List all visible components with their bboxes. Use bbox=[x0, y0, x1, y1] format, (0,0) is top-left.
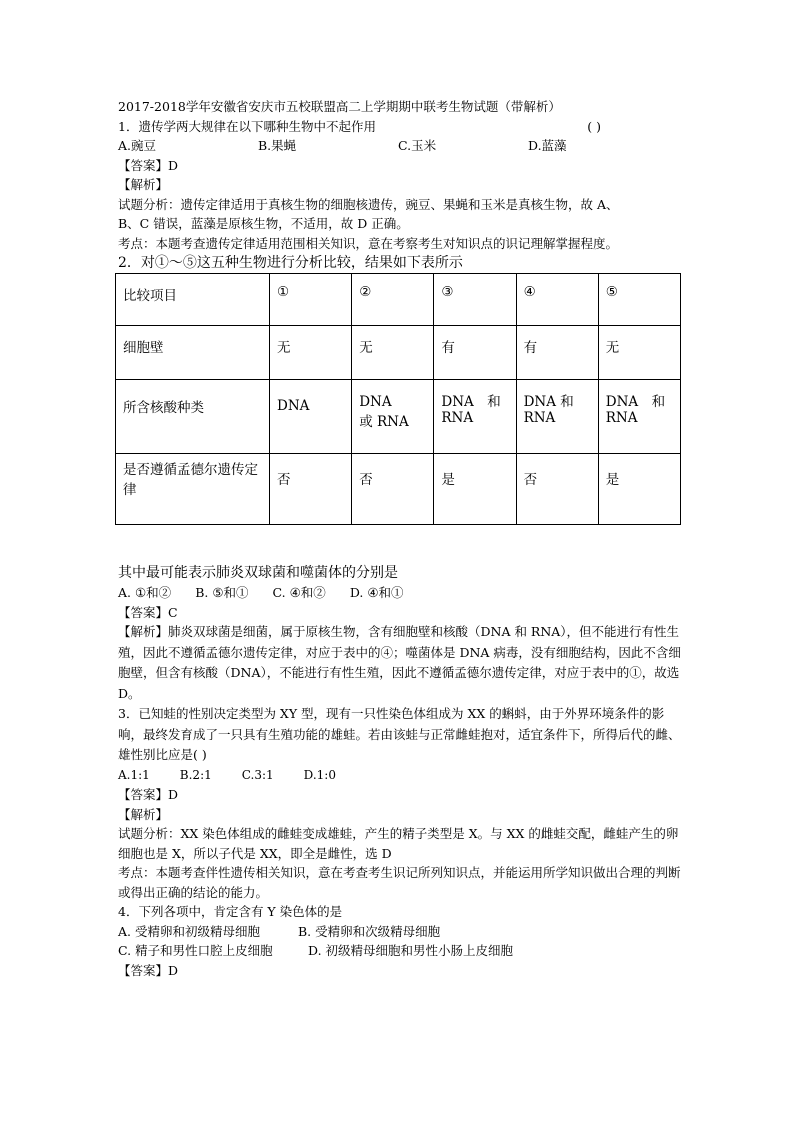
question-1-point: 考点：本题考查遗传定律适用范围相关知识，意在考察考生对知识点的识记理解掌握程度。 bbox=[118, 235, 619, 251]
option-a: A.1:1 bbox=[118, 767, 150, 782]
question-3-point: 考点：本题考查伴性遗传相关知识，意在考查考生识记所列知识点，并能运用所学知识做出合理的判断或得出正确的结论的能力。 bbox=[118, 865, 681, 900]
table-cell: 所含核酸种类 bbox=[116, 380, 270, 454]
table-row bbox=[116, 274, 681, 326]
option-a: A. 受精卵和初级精母细胞 bbox=[118, 923, 260, 939]
option-a: A.豌豆 bbox=[118, 138, 157, 153]
question-2-question: 其中最可能表示肺炎双球菌和噬菌体的分别是 bbox=[118, 565, 398, 581]
table-cell: DNA bbox=[270, 380, 352, 454]
question-1-analysis-head: 【解析】 bbox=[118, 177, 169, 192]
question-2-analysis: 【解析】肺炎双球菌是细菌，属于原核生物，含有细胞壁和核酸（DNA 和 RNA），但不能进行有性生殖，因此不遵循孟德尔遗传定律，对应于表中的④；噬菌体是 DNA 病毒，没有细胞结构，因此不含细胞壁，但含有核酸（DNA），不能进行有性生殖，因此不遵循孟德尔遗传定律，对应于表中的①，故选 D。 bbox=[118, 624, 681, 701]
question-2-answer: 【答案】C bbox=[118, 604, 178, 620]
question-3-analysis: 试题分析：XX 染色体组成的雌蛙变成雄蛙，产生的精子类型是 X。与 XX 的雌蛙交配，雌蛙产生的卵细胞也是 X，所以子代是 XX，即全是雌性，选 D bbox=[118, 826, 679, 861]
question-4-stem: 4．下列各项中，肯定含有 Y 染色体的是 bbox=[118, 904, 343, 919]
table-cell: DNA 或 RNA bbox=[352, 380, 434, 454]
table-cell: ③ bbox=[434, 274, 516, 326]
table-cell: 无 bbox=[598, 326, 680, 380]
option-b: B.2:1 bbox=[179, 767, 212, 782]
table-cell: DNA 和 RNA bbox=[598, 380, 680, 454]
option-c: C. 精子和男性口腔上皮细胞 bbox=[118, 943, 273, 958]
question-3-analysis-head: 【解析】 bbox=[118, 806, 169, 822]
table-cell: 无 bbox=[270, 326, 352, 380]
question-4-answer: 【答案】D bbox=[118, 962, 179, 978]
table-cell: ② bbox=[352, 274, 434, 326]
table-cell: DNA 和 RNA bbox=[516, 380, 598, 454]
table-row bbox=[116, 454, 681, 525]
question-2-stem: 2．对①～⑤这五种生物进行分析比较，结果如下表所示 bbox=[118, 255, 463, 271]
option-c: C.3:1 bbox=[241, 767, 274, 782]
question-3-options bbox=[118, 766, 683, 786]
option-c: C. ④和② bbox=[272, 585, 326, 600]
table-cell: ① bbox=[270, 274, 352, 326]
table-cell: 有 bbox=[434, 326, 516, 380]
question-4-options-row-2 bbox=[118, 941, 683, 961]
option-a: A. ①和② bbox=[118, 585, 172, 600]
table-cell: 否 bbox=[270, 454, 352, 525]
table-cell: 无 bbox=[352, 326, 434, 380]
answer-paren: ( ) bbox=[587, 118, 601, 134]
table-cell: 是 bbox=[598, 454, 680, 525]
question-1-answer: 【答案】D bbox=[118, 157, 179, 173]
table-cell: 否 bbox=[352, 454, 434, 525]
table-cell: 是否遵循孟德尔遗传定律 bbox=[116, 454, 270, 525]
comparison-table bbox=[115, 273, 681, 525]
option-b: B. ⑤和① bbox=[195, 585, 249, 600]
question-1-analysis-line-2: B、C 错误，蓝藻是原核生物，不适用，故 D 正确。 bbox=[118, 216, 409, 231]
question-2-options bbox=[118, 583, 683, 603]
question-3-stem: 3．已知蛙的性别决定类型为 XY 型，现有一只性染色体组成为 XX 的蝌蚪，由于外界环境条件的影响，最终发育成了一只具有生殖功能的雄蛙。若由该蛙与正常雌蛙抱对，适宜条件下，所得后代的雌、雄性别比应是( ) bbox=[118, 706, 681, 762]
table-row bbox=[116, 326, 681, 380]
option-d: D.蓝藻 bbox=[528, 138, 567, 153]
question-1-options bbox=[118, 136, 683, 156]
question-1-stem: 1．遗传学两大规律在以下哪种生物中不起作用 ( ) bbox=[118, 117, 683, 137]
option-d: D. 初级精母细胞和男性小肠上皮细胞 bbox=[308, 943, 514, 958]
table-cell: 有 bbox=[516, 326, 598, 380]
table-cell: DNA 和 RNA bbox=[434, 380, 516, 454]
option-d: D. ④和① bbox=[349, 585, 404, 600]
document-title: 2017-2018学年安徽省安庆市五校联盟高二上学期期中联考生物试题（带解析） bbox=[118, 99, 561, 114]
table-cell: 比较项目 bbox=[116, 274, 270, 326]
option-d: D.1:0 bbox=[303, 767, 336, 782]
table-row bbox=[116, 380, 681, 454]
question-4-options-row-1 bbox=[118, 922, 683, 942]
table-cell: 细胞壁 bbox=[116, 326, 270, 380]
table-cell: ④ bbox=[516, 274, 598, 326]
table-cell: 是 bbox=[434, 454, 516, 525]
option-c: C.玉米 bbox=[398, 138, 437, 153]
option-b: B. 受精卵和次级精母细胞 bbox=[298, 923, 441, 939]
table-cell: ⑤ bbox=[598, 274, 680, 326]
option-b: B.果蝇 bbox=[258, 138, 297, 153]
question-3-answer: 【答案】D bbox=[118, 787, 179, 802]
question-1-analysis-line-1: 试题分析：遗传定律适用于真核生物的细胞核遗传，豌豆、果蝇和玉米是真核生物，故 A、 bbox=[118, 196, 619, 212]
document-page bbox=[118, 97, 683, 980]
table-cell: 否 bbox=[516, 454, 598, 525]
